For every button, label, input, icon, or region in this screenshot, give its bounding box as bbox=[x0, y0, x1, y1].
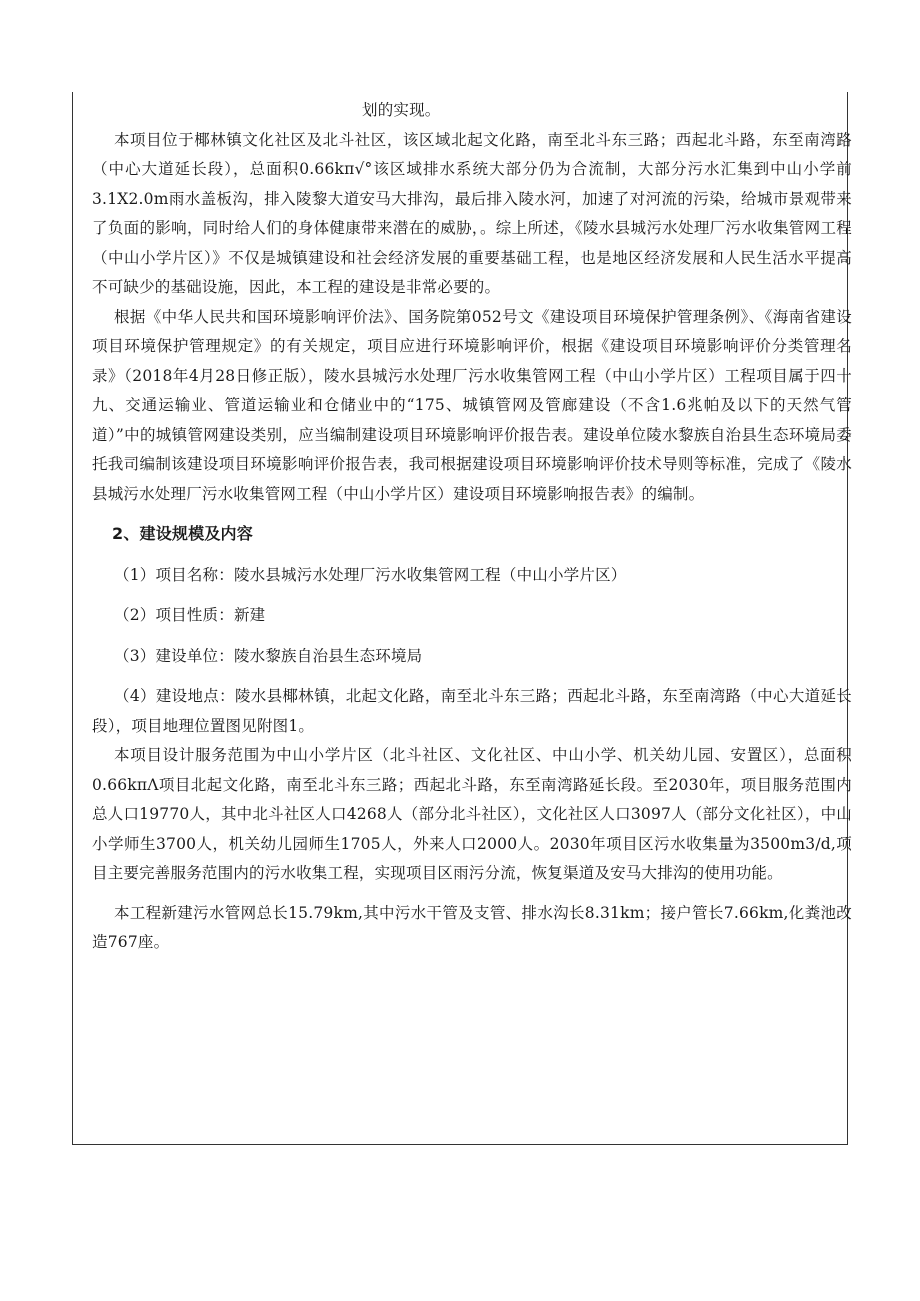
paragraph-legal-basis: 根据《中华人民共和国环境影响评价法》、国务院第052号文《建设项目环境保护管理条例》、《海南省建设项目环境保护管理规定》的有关规定，项目应进行环境影响评价，根据《建设项目环境影响评价分类管理名录》（2018年4月28日修正版），陵水县城污水处理厂污水收集管网工程（中山小学片区）工程项目属于四十九、交通运输业、管道运输业和仓储业中的“175、城镇管网及管廊建设（不含1.6兆帕及以下的天然气管道）”中的城镇管网建设类别，应当编制建设项目环境影响评价报告表。建设单位陵水黎族自治县生态环境局委托我司编制该建设项目环境影响评价报告表，我司根据建设项目环境影响评价技术导则等标准，完成了《陵水县城污水处理厂污水收集管网工程（中山小学片区）建设项目环境影响报告表》的编制。 bbox=[92, 307, 852, 503]
continuation-line: 划的实现。 bbox=[362, 101, 441, 119]
section-heading: 2、建设规模及内容 bbox=[112, 524, 253, 543]
document-body bbox=[92, 96, 852, 958]
item-project-nature: （2）项目性质：新建 bbox=[114, 606, 266, 624]
item-project-name: （1）项目名称：陵水县城污水处理厂污水收集管网工程（中山小学片区） bbox=[114, 565, 627, 584]
paragraph-pipe-network: 本工程新建污水管网总长15.79km,其中污水干管及支管、排水沟长8.31km；接户管长7.66km,化粪池改造767座。 bbox=[92, 903, 852, 951]
item-construction-unit: （3）建设单位：陵水黎族自治县生态环境局 bbox=[114, 646, 423, 665]
paragraph-location: 本项目位于椰林镇文化社区及北斗社区，该区域北起文化路，南至北斗东三路；西起北斗路，东至南湾路（中心大道延长段），总面积0.66kπ√°该区域排水系统大部分仍为合流制，大部分污水汇集到中山小学前3.1X2.0m雨水盖板沟，排入陵黎大道安马大排沟，最后排入陵水河，加速了对河流的污染，给城市景观带来了负面的影响，同时给人们的身体健康带来潜在的威胁，。综上所述，《陵水县城污水处理厂污水收集管网工程（中山小学片区）》不仅是城镇建设和社会经济发展的重要基础工程，也是地区经济发展和人民生活水平提高不可缺少的基础设施，因此，本工程的建设是非常必要的。 bbox=[92, 130, 852, 296]
item-construction-site: （4）建设地点：陵水县椰林镇，北起文化路，南至北斗东三路；西起北斗路，东至南湾路（中心大道延长段），项目地理位置图见附图1。 bbox=[92, 687, 852, 735]
paragraph-service-scope: 本项目设计服务范围为中山小学片区（北斗社区、文化社区、中山小学、机关幼儿园、安置区），总面积0.66kπΛ项目北起文化路，南至北斗东三路；西起北斗路，东至南湾路延长段。至2030年，项目服务范围内总人口19770人，其中北斗社区人口4268人（部分北斗社区），文化社区人口3097人（部分文化社区），中山小学师生3700人，机关幼儿园师生1705人，外来人口2000人。2030年项目区污水收集量为3500m3∕d,项目主要完善服务范围内的污水收集工程，实现项目区雨污分流，恢复渠道及安马大排沟的使用功能。 bbox=[92, 746, 852, 882]
